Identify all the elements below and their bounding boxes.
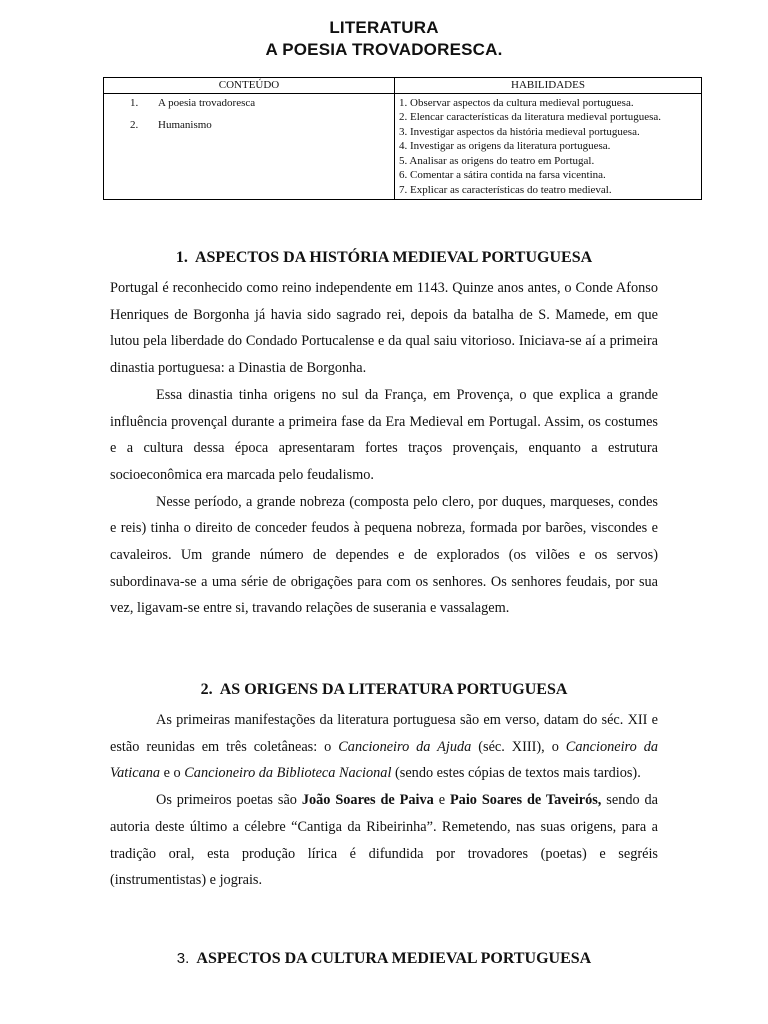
content-item — [108, 118, 390, 133]
skill-item: 6. Comentar a sátira contida na farsa vicentina. — [399, 169, 606, 181]
paragraph: As primeiras manifestações da literatura portuguesa são em verso, datam do séc. XII e estão reunidas em três coletâneas: o Cancioneiro da Ajuda (séc. XIII), o Cancioneiro da Vaticana e o Cancioneiro da Biblioteca Nacional (sendo estes cópias de textos mais tardios). — [110, 712, 658, 782]
section-2-title: AS ORIGENS DA LITERATURA PORTUGUESA — [219, 681, 568, 698]
poet-name: João Soares de Paiva — [301, 792, 434, 809]
content-item-number: 2. — [130, 119, 139, 131]
section-1-heading — [110, 249, 658, 267]
skill-item: 1. Observar aspectos da cultura medieval portuguesa. — [399, 96, 634, 109]
section-2-heading — [110, 681, 658, 699]
lesson-plan-table — [103, 77, 702, 200]
section-2-body — [110, 707, 658, 894]
column-header-skills: HABILIDADES — [395, 78, 702, 94]
section-3-heading — [110, 950, 658, 968]
content-item-number: 1. — [130, 96, 139, 109]
skill-item: 3. Investigar aspectos da história medieval portuguesa. — [399, 125, 640, 138]
section-3-title: ASPECTOS DA CULTURA MEDIEVAL PORTUGUESA — [196, 950, 592, 967]
paragraph: Os primeiros poetas são João Soares de Paiva e Paio Soares de Taveirós, sendo da autoria deste último a célebre “Cantiga da Ribeirinha”. Remetendo, nas suas origens, para a tradição oral, esta produção lírica é difundida por trovadores (poetas) e segréis (instrumentistas) e jograis. — [110, 792, 659, 889]
section-2-number: 2. — [200, 681, 213, 698]
title-vaticana: Cancioneiro da Vaticana — [110, 738, 658, 782]
title-ajuda: Cancioneiro da Ajuda — [338, 738, 472, 755]
title-biblioteca: Cancioneiro da Biblioteca Nacional — [184, 765, 392, 782]
paragraph: Essa dinastia tinha origens no sul da França, em Provença, o que explica a grande influência provençal durante a primeira fase da Era Medieval em Portugal. Assim, os costumes e a cultura dessa época apresentaram fortes traços provençais, enquanto a estrutura socioeconômica era marcada pelo feudalismo. — [110, 386, 658, 483]
document-title: LITERATURA — [329, 18, 439, 37]
skill-item: 5. Analisar as origens do teatro em Portugal. — [399, 154, 595, 167]
content-item-label: A poesia trovadoresca — [158, 96, 256, 109]
skill-item: 4. Investigar as origens da literatura portuguesa. — [399, 140, 611, 152]
section-1-title: ASPECTOS DA HISTÓRIA MEDIEVAL PORTUGUESA — [194, 249, 593, 266]
content-item — [108, 96, 390, 111]
skills-cell — [395, 93, 702, 200]
skill-item: 7. Explicar as características do teatro medieval. — [399, 183, 612, 196]
poet-name: Paio Soares de Taveirós, — [449, 792, 602, 809]
section-1-number: 1. — [175, 249, 188, 266]
paragraph: Portugal é reconhecido como reino independente em 1143. Quinze anos antes, o Conde Afonso Henriques de Borgonha já havia sido sagrado rei, depois da batalha de S. Mamede, em que lutou pela liberdade do Condado Portucalense e da qual saiu vitorioso. Iniciava-se aí a primeira dinastia portuguesa: a Dinastia de Borgonha. — [110, 280, 658, 377]
column-header-content: CONTEÚDO — [104, 78, 395, 94]
content-cell — [104, 93, 395, 200]
section-3-number: 3. — [176, 950, 190, 967]
paragraph: Nesse período, a grande nobreza (composta pelo clero, por duques, marqueses, condes e reis) tinha o direito de conceder feudos à pequena nobreza, formada por barões, viscondes e cavaleiros. Um grande número de dependes e de explorados (os vilões e os servos) subordinava-se a uma série de obrigações para com os senhores. Os senhores feudais, por sua vez, ligavam-se entre si, travando relações de suserania e vassalagem. — [110, 493, 658, 617]
document-subtitle: A POESIA TROVADORESCA. — [265, 40, 503, 59]
content-item-label: Humanismo — [158, 119, 212, 131]
section-1-body — [110, 275, 658, 622]
skill-item: 2. Elencar características da literatura medieval portuguesa. — [399, 111, 662, 123]
